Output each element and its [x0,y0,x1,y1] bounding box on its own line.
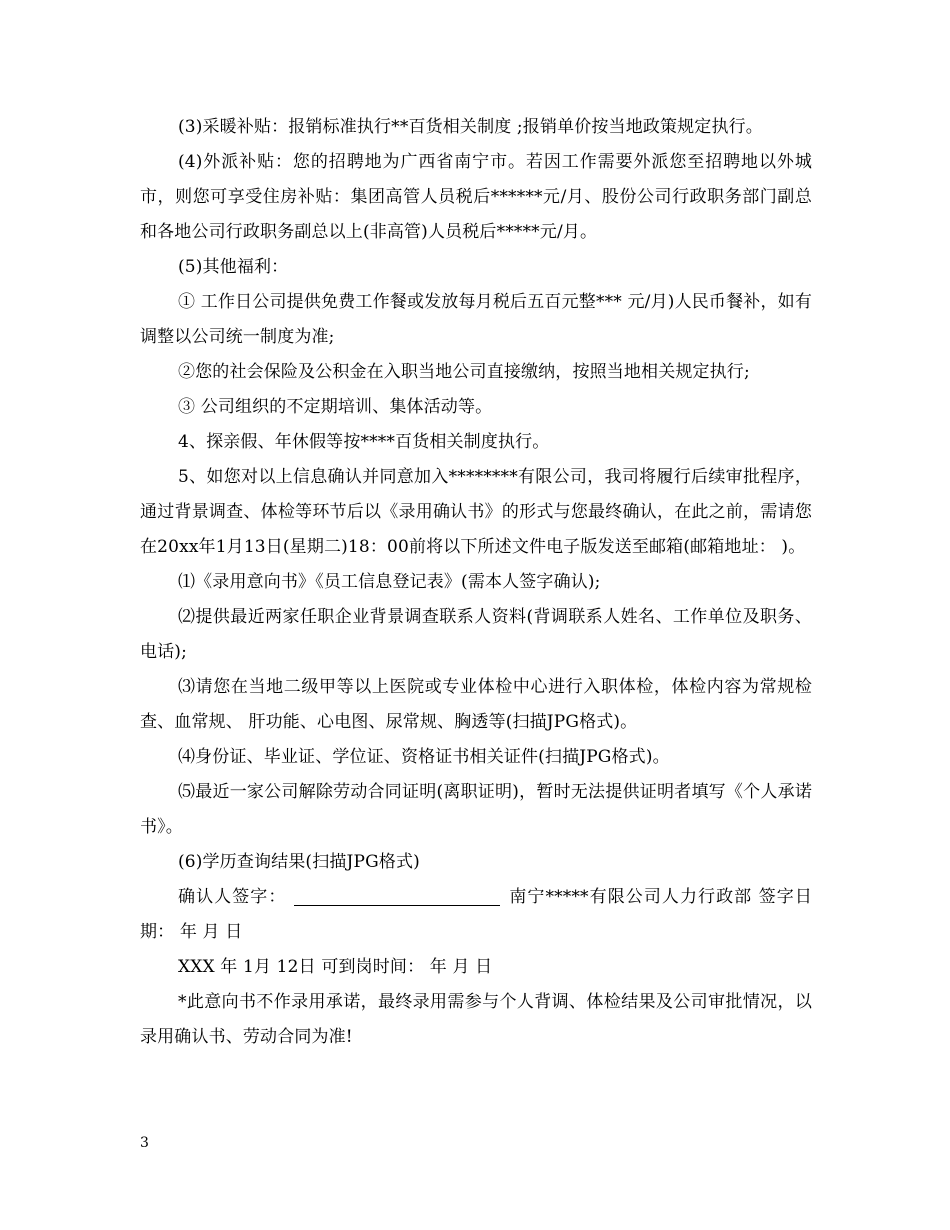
list-item-background-check: ⑵提供最近两家任职企业背景调查联系人资料(背调联系人姓名、工作单位及职务、电话); [140,607,812,662]
list-item-id-documents: ⑷身份证、毕业证、学位证、资格证书相关证件(扫描JPG格式)。 [178,747,670,767]
paragraph-other-benefits: (5)其他福利： [178,257,289,277]
paragraph-leave: 4、探亲假、年休假等按****百货相关制度执行。 [178,432,550,452]
signature-blank[interactable] [294,883,500,906]
signature-company: 南宁*****有限公司人力行政部 签字日期： 年 月 日 [140,887,812,942]
document-body [140,110,812,1055]
paragraph-dispatch-subsidy: (4)外派补贴：您的招聘地为广西省南宁市。若因工作需要外派您至招聘地以外城市，则您可享受住房补贴：集团高管人员税后******元/月、股份公司行政职务部门副总和各地公司行政职务副总以上(非高管)人员税后*****元/月。 [140,152,812,242]
paragraph-benefit-insurance: ②您的社会保险及公积金在入职当地公司直接缴纳，按照当地相关规定执行; [178,362,750,382]
date-line: XXX 年 1月 12日 可到岗时间： 年 月 日 [178,957,493,977]
notice-paragraph: *此意向书不作录用承诺，最终录用需参与个人背调、体检结果及公司审批情况，以录用确认书、劳动合同为准! [140,992,812,1047]
page-number: 3 [140,1135,149,1151]
list-item-intent-letter: ⑴《录用意向书》《员工信息登记表》(需本人签字确认); [178,572,601,592]
paragraph-heating-subsidy: (3)采暖补贴：报销标准执行**百货相关制度 ;报销单价按当地政策规定执行。 [178,117,763,137]
list-item-education-check: (6)学历查询结果(扫描JPG格式) [178,852,420,872]
paragraph-benefit-training: ③ 公司组织的不定期培训、集体活动等。 [178,397,493,417]
list-item-termination-proof: ⑸最近一家公司解除劳动合同证明(离职证明)，暂时无法提供证明者填写《个人承诺书》。 [140,782,812,837]
signature-line [140,880,812,950]
paragraph-confirmation: 5、如您对以上信息确认并同意加入********有限公司，我司将履行后续审批程序，通过背景调查、体检等环节后以《录用确认书》的形式与您最终确认，在此之前，需请您在20xx年1月13日(星期二)18：00前将以下所述文件电子版发送至邮箱(邮箱地址： )。 [140,467,812,557]
list-item-medical-exam: ⑶请您在当地二级甲等以上医院或专业体检中心进行入职体检，体检内容为常规检查、血常规、 肝功能、心电图、尿常规、胸透等(扫描JPG格式)。 [140,677,812,732]
signature-label: 确认人签字： [178,887,287,907]
paragraph-benefit-meals: ① 工作日公司提供免费工作餐或发放每月税后五百元整*** 元/月)人民币餐补，如有调整以公司统一制度为准; [140,292,812,347]
